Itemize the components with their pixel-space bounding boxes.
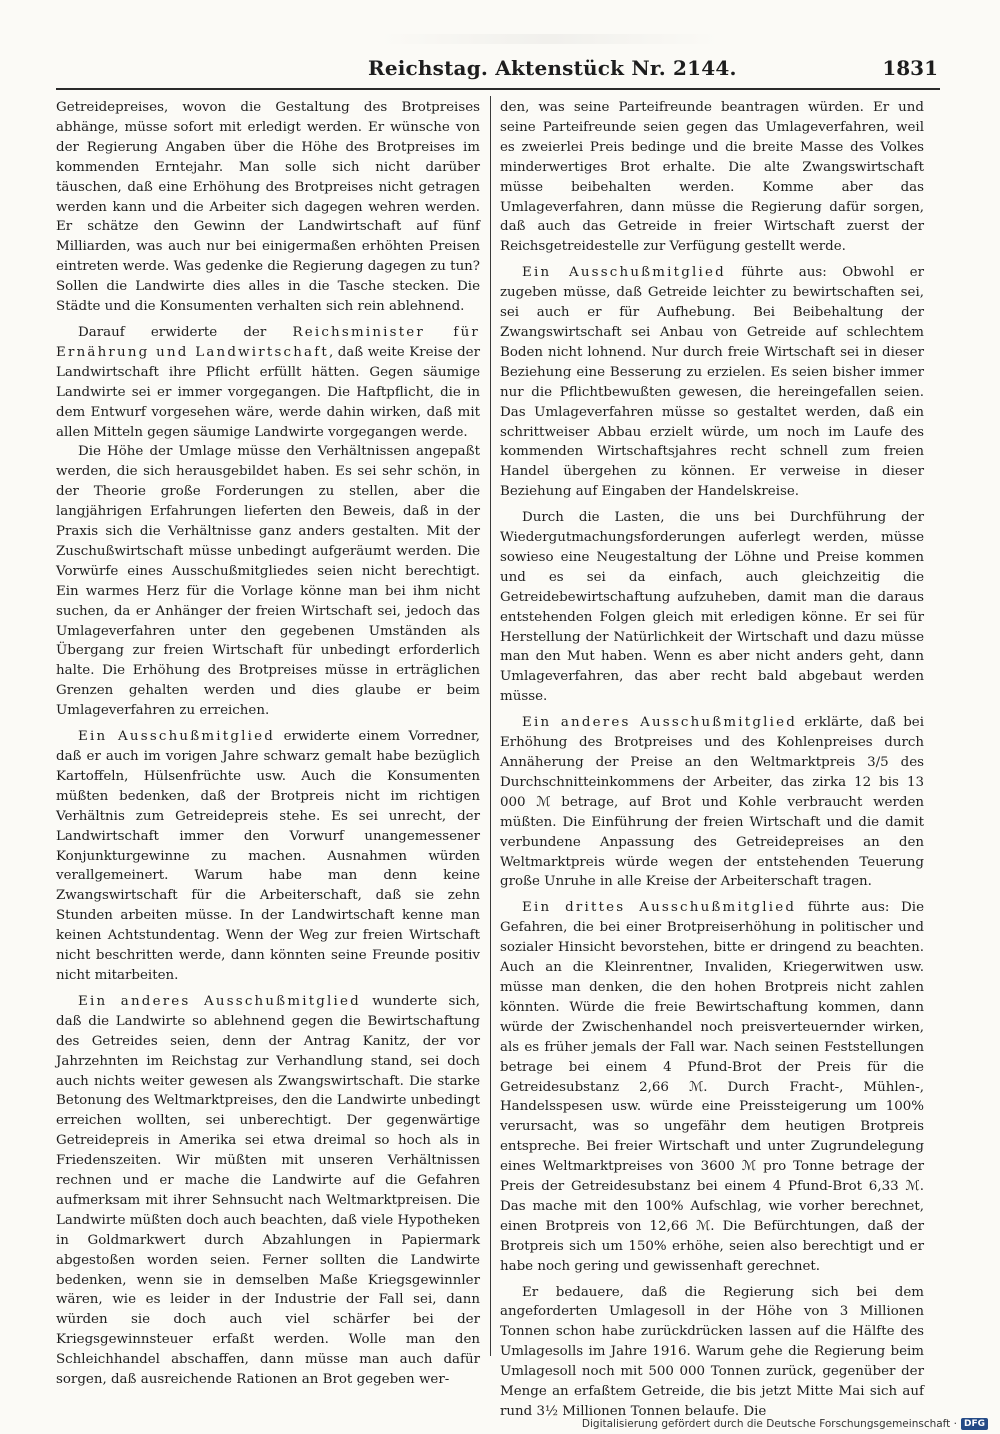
paragraph — [500, 263, 924, 502]
page-number: 1831 — [882, 56, 938, 80]
text-run: führte aus: Die Gefahren, die bei einer Brotpreiserhöhung in politischer und sozialer Hinsicht bevorstehen, bitte er dringend zu beachten. Auch an die Kleinrentner, Invaliden, Kriegerwitwen usw. müsse man denken, die den hohen Brotpreis nicht zahlen könnten. Würde die freie Bewirtschaftung kommen, dann würde der Zwischenhandel noch preisverteuernder wirken, als es früher jemals der Fall war. Nach seinen Feststellungen betrage bei einem 4 Pfund-Brot der Preis für die Getreidesubstanz 2,66 ℳ. Durch Fracht-, Mühlen-, Handelsspesen usw. würde eine Preissteigerung um 100% verursacht, was so ungefähr dem heutigen Brotpreis entspreche. Bei freier Wirtschaft und unter Zugrundelegung eines Weltmarktpreises von 3600 ℳ pro Tonne betrage der Preis der Getreidesubstanz bei einem 4 Pfund-Brot 6,33 ℳ. Das mache mit den 100% Aufschlag, wie vorher berechnet, einen Brotpreis von 12,66 ℳ. Die Befürchtungen, daß der Brotpreis sich um 150% erhöhe, seien also berechtigt und er habe noch gering und gewissenhaft gerechnet. — [500, 900, 924, 1274]
speaker-spaced: Ein Ausschußmitglied — [78, 729, 275, 745]
credit-text: Digitalisierung gefördert durch die Deutsche Forschungsgemeinschaft · — [581, 1418, 957, 1430]
paragraph — [56, 992, 480, 1390]
dfg-logo-icon: DFG — [961, 1418, 988, 1430]
text-run: führte aus: Obwohl er zugeben müsse, daß Getreide leichter zu bewirtschaften sei, sei auch er für Aufhebung. Bei Beibehaltung der Zwangswirtschaft sei Anbau von Getreide auf schlechtem Boden nicht lohnend. Nur durch freie Wirtschaft sei in dieser Beziehung eine Besserung zu erzielen. Es seien bisher immer nur die Pflichtbewußten gewesen, die hereingefallen seien. Das Umlageverfahren müsse so gestaltet werden, daß ein schrittweiser Abbau erzielt würde, um noch im Laufe des kommenden Wirtschaftsjahres recht schnell zum freien Handel übergehen zu können. Er verweise in dieser Beziehung auf Eingaben der Handelskreise. — [500, 265, 924, 500]
column-divider — [490, 96, 491, 1356]
paragraph: Getreidepreises, wovon die Gestaltung des Brotpreises abhänge, müsse sofort mit erledigt werden. Er wünsche von der Regierung Angaben über die Höhe des Brotpreises im kommenden Erntejahr. Man solle sich nicht darüber täuschen, daß eine Erhöhung des Brotpreises nicht getragen werden kann und die Arbeiter sich dagegen wehren werden. Er schätze den Gewinn der Landwirtschaft auf fünf Milliarden, was auch nur bei einigermaßen erhöhten Preisen eintreten werde. Was gedenke die Regierung dagegen zu tun? Sollen die Landwirte dies alles in die Tasche stecken. Die Städte und die Konsumenten verhalten sich rein ablehnend. — [56, 100, 480, 315]
left-column — [56, 98, 481, 1388]
digitization-credit — [582, 1418, 988, 1430]
paragraph — [500, 713, 924, 892]
paragraph: Die Höhe der Umlage müsse den Verhältnissen angepaßt werden, die sich herausgebildet haben. Es sei sehr schön, in der Theorie große Forderungen zu stellen, aber die langjährigen Erfahrungen lieferten den Beweis, daß in der Praxis sich die Verhältnisse ganz anders gestalten. Mit der Zuschußwirtschaft müsse unbedingt aufgeräumt werden. Die Vorwürfe eines Ausschußmitgliedes seien nicht berechtigt. Ein warmes Herz für die Vorlage könne man bei ihm nicht suchen, da er Anhänger der freien Wirtschaft sei, jedoch das Umlageverfahren unter den gegebenen Umständen als Übergang zur freien Wirtschaft für unbedingt erforderlich halte. Die Erhöhung des Brotpreises müsse in erträglichen Grenzen gehalten werden und dies glaube er beim Umlageverfahren zu erreichen. — [56, 444, 480, 719]
page-header — [56, 56, 940, 82]
text-run: , daß weite Kreise der Landwirtschaft ihre Pflicht erfüllt hätten. Gegen säumige Landwirte sei er immer vorgegangen. Die Haftpflicht, die in dem Entwurf vorgesehen wäre, werde dahin wirken, daß mit allen Mitteln gegen säumige Landwirte vorgegangen werde. — [56, 344, 480, 440]
speaker-spaced: Ein anderes Ausschußmitglied — [78, 993, 361, 1009]
speaker-spaced: Reichsminister für Ernährung und Landwirtschaft — [56, 324, 481, 360]
paragraph: Durch die Lasten, die uns bei Durchführung der Wiedergutmachungsforderungen auferlegt werden, müsse sowieso eine Neugestaltung der Löhne und Preise kommen und es sei da einfach, auch gleichzeitig die Getreidebewirtschaftung aufzuheben, damit man die daraus entstehenden Folgen gleich mit erledigen könne. Er sei für Herstellung der Natürlichkeit der Wirtschaft und dazu müsse man den Mut haben. Wenn es aber nicht anders geht, dann Umlageverfahren, das aber recht bald abgebaut werden müsse. — [500, 510, 924, 705]
text-run: Darauf erwiderte der — [78, 324, 293, 340]
text-run: erklärte, daß bei Erhöhung des Brotpreises und des Kohlenpreises durch Annäherung der Preise an den Weltmarktpreis 3/5 des Durchschnitteinkommens der Arbeiter, das zirka 12 bis 13 000 ℳ betrage, auf Brot und Kohle verbraucht werden müßten. Die Einführung der freien Wirtschaft und die damit verbundene Anpassung des Getreidepreises an den Weltmarktpreis würde wegen der entstehenden Teuerung große Unruhe in alle Kreise der Arbeiterschaft tragen. — [500, 715, 925, 890]
text-run: erwiderte einem Vorredner, daß er auch im vorigen Jahre schwarz gemalt habe bezüglich Kartoffeln, Hülsenfrüchte usw. Auch die Konsumenten müßten bedenken, daß der Brotpreis nicht im richtigen Verhältnis zum Getreidepreis stehe. Es sei unrecht, der Landwirtschaft immer den Vorwurf unangemessener Konjunkturgewinne zu machen. Ausnahmen würden verallgemeinert. Warum habe man denn keine Zwangswirtschaft für die Arbeiterschaft, daß sie zehn Stunden arbeiten müsse. In der Landwirtschaft kenne man keinen Achtstundentag. Wenn der Weg zur freien Wirtschaft nicht beschritten werde, dann könnten seine Freunde positiv nicht mitarbeiten. — [56, 729, 481, 983]
speaker-spaced: Ein Ausschußmitglied — [522, 265, 726, 281]
paragraph — [56, 323, 480, 442]
paragraph: den, was seine Parteifreunde beantragen würden. Er und seine Parteifreunde seien gegen das Umlageverfahren, weil es zweierlei Preis bedinge und die breite Masse des Volkes minderwertiges Brot erhalte. Die alte Zwangswirtschaft müsse beibehalten werden. Komme aber das Umlageverfahren, dann müsse die Regierung dafür sorgen, daß auch das Getreide in freier Wirtschaft zuerst der Reichsgetreidestelle zur Verfügung gestellt werde. — [500, 100, 924, 255]
paragraph — [56, 727, 480, 986]
text-run: wunderte sich, daß die Landwirte so ablehnend gegen die Bewirtschaftung des Getreides seien, denn der Antrag Kanitz, der vor Jahrzehnten im Reichstag zur Verhandlung stand, sei doch auch nichts weiter gewesen als Zwangswirtschaft. Die starke Betonung des Weltmarktpreises, den die Landwirte unbedingt erreichen wollten, sei unberechtigt. Der gegenwärtige Getreidepreis in Amerika sei etwa dreimal so hoch als in Friedenszeiten. Wir müßten mit unseren Verhältnissen rechnen und er mache die Landwirte auf die Gefahren aufmerksam mit ihrer Sehnsucht nach Weltmarktpreisen. Die Landwirte müßten doch auch beachten, daß viele Hypotheken in Goldmarkwert durch Abzahlungen in Papiermark abgestoßen worden seien. Ferner sollten die Landwirte bedenken, wenn sie in demselben Maße Kriegsgewinnler wären, wie es leider in der Industrie der Fall sei, dann würden sie doch auch viel schärfer bei der Kriegsgewinnsteuer erfaßt werden. Wolle man den Schleichhandel abschaffen, dann müsse man auch dafür sorgen, daß ausreichende Rationen an Brot gegeben wer- — [56, 993, 480, 1388]
paragraph: Er bedauere, daß die Regierung sich bei dem angeforderten Umlagesoll in der Höhe von 3 Millionen Tonnen schon habe zurückdrücken lassen auf die Hälfte des Umlagesolls im Jahre 1916. Warum gehe die Regierung beim Umlagesoll noch mit 500 000 Tonnen zurück, gegenüber der Menge an erfaßtem Getreide, die bis jetzt Mitte Mai sich auf rund 3½ Millionen Tonnen belaufe. Die — [500, 1284, 924, 1419]
right-column — [500, 98, 925, 1419]
paragraph — [500, 898, 924, 1276]
speaker-spaced: Ein drittes Ausschußmitglied — [522, 900, 797, 916]
speaker-spaced: Ein anderes Ausschußmitglied — [522, 715, 798, 731]
running-title: Reichstag. Aktenstück Nr. 2144. — [368, 56, 737, 80]
header-rule — [56, 88, 940, 90]
scan-smudge — [380, 34, 720, 44]
